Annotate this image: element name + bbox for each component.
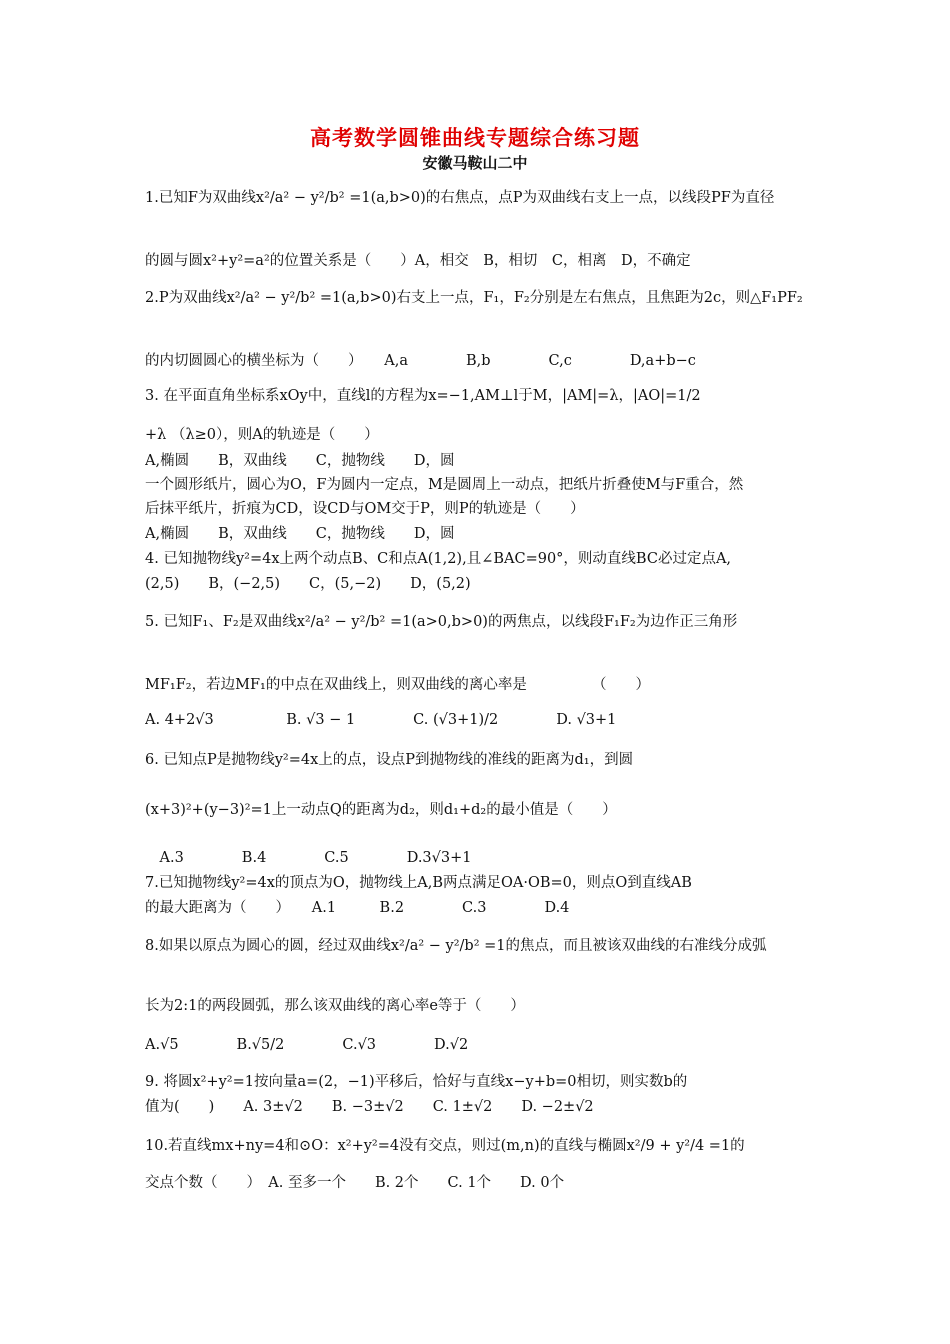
question-line: 10.若直线mx+ny=4和⊙O：x²+y²=4没有交点，则过(m,n)的直线与椭圆x²/9 + y²/4 =1的: [145, 1138, 745, 1154]
question-line: 8.如果以原点为圆心的圆，经过双曲线x²/a² − y²/b² =1的焦点，而且被该双曲线的右准线分成弧: [145, 938, 767, 954]
question-line: A.3 B.4 C.5 D.3√3+1: [145, 850, 472, 866]
document-subtitle: 安徽马鞍山二中: [422, 154, 528, 172]
question-line: 的圆与圆x²+y²=a²的位置关系是（ ）A，相交 B，相切 C，相离 D，不确定: [145, 253, 691, 269]
question-line: 9. 将圆x²+y²=1按向量a=(2，−1)平移后，恰好与直线x−y+b=0相切，则实数b的: [145, 1074, 688, 1090]
question-line: (2,5) B，(−2,5) C，(5,−2) D，(5,2): [145, 576, 471, 592]
question-line: +λ （λ≥0），则A的轨迹是（ ）: [145, 427, 379, 443]
question-line: A,椭圆 B，双曲线 C，抛物线 D，圆: [145, 453, 455, 469]
question-line: 1.已知F为双曲线x²/a² − y²/b² =1(a,b>0)的右焦点，点P为双曲线右支上一点，以线段PF为直径: [145, 190, 775, 206]
document-title: 高考数学圆锥曲线专题综合练习题: [310, 126, 640, 150]
question-line: 2.P为双曲线x²/a² − y²/b² =1(a,b>0)右支上一点，F₁，F₂分别是左右焦点，且焦距为2c，则△F₁PF₂: [145, 290, 803, 306]
question-line: A. 4+2√3 B. √3 − 1 C. (√3+1)/2 D. √3+1: [145, 712, 617, 728]
question-line: 值为( ) A. 3±√2 B. −3±√2 C. 1±√2 D. −2±√2: [145, 1099, 594, 1115]
question-line: 3. 在平面直角坐标系xOy中，直线l的方程为x=−1,AM⊥l于M，|AM|=λ，|AO|=1/2: [145, 388, 701, 404]
question-line: 7.已知抛物线y²=4x的顶点为O，抛物线上A,B两点满足OA·OB=0，则点O到直线AB: [145, 875, 692, 891]
question-line: 后抹平纸片，折痕为CD，设CD与OM交于P，则P的轨迹是（ ）: [145, 501, 585, 517]
question-line: (x+3)²+(y−3)²=1上一动点Q的距离为d₂，则d₁+d₂的最小值是（ ）: [145, 802, 617, 818]
question-line: 6. 已知点P是抛物线y²=4x上的点，设点P到抛物线的准线的距离为d₁，到圆: [145, 752, 634, 768]
question-line: 一个圆形纸片，圆心为O，F为圆内一定点，M是圆周上一动点，把纸片折叠使M与F重合，然: [145, 477, 744, 493]
question-line: A.√5 B.√5/2 C.√3 D.√2: [145, 1037, 469, 1053]
question-line: 长为2:1的两段圆弧，那么该双曲线的离心率e等于（ ）: [145, 998, 525, 1014]
question-line: A,椭圆 B，双曲线 C，抛物线 D，圆: [145, 526, 455, 542]
question-line: 5. 已知F₁、F₂是双曲线x²/a² − y²/b² =1(a>0,b>0)的两焦点，以线段F₁F₂为边作正三角形: [145, 614, 738, 630]
question-line: 的内切圆圆心的横坐标为（ ） A,a B,b C,c D,a+b−c: [145, 353, 696, 369]
question-line: 的最大距离为（ ） A.1 B.2 C.3 D.4: [145, 900, 570, 916]
question-line: 交点个数（ ） A. 至多一个 B. 2个 C. 1个 D. 0个: [145, 1175, 565, 1191]
question-line: MF₁F₂，若边MF₁的中点在双曲线上，则双曲线的离心率是 （ ）: [145, 677, 651, 693]
question-line: 4. 已知抛物线y²=4x上两个动点B、C和点A(1,2),且∠BAC=90°，则动直线BC必过定点A,: [145, 551, 732, 567]
